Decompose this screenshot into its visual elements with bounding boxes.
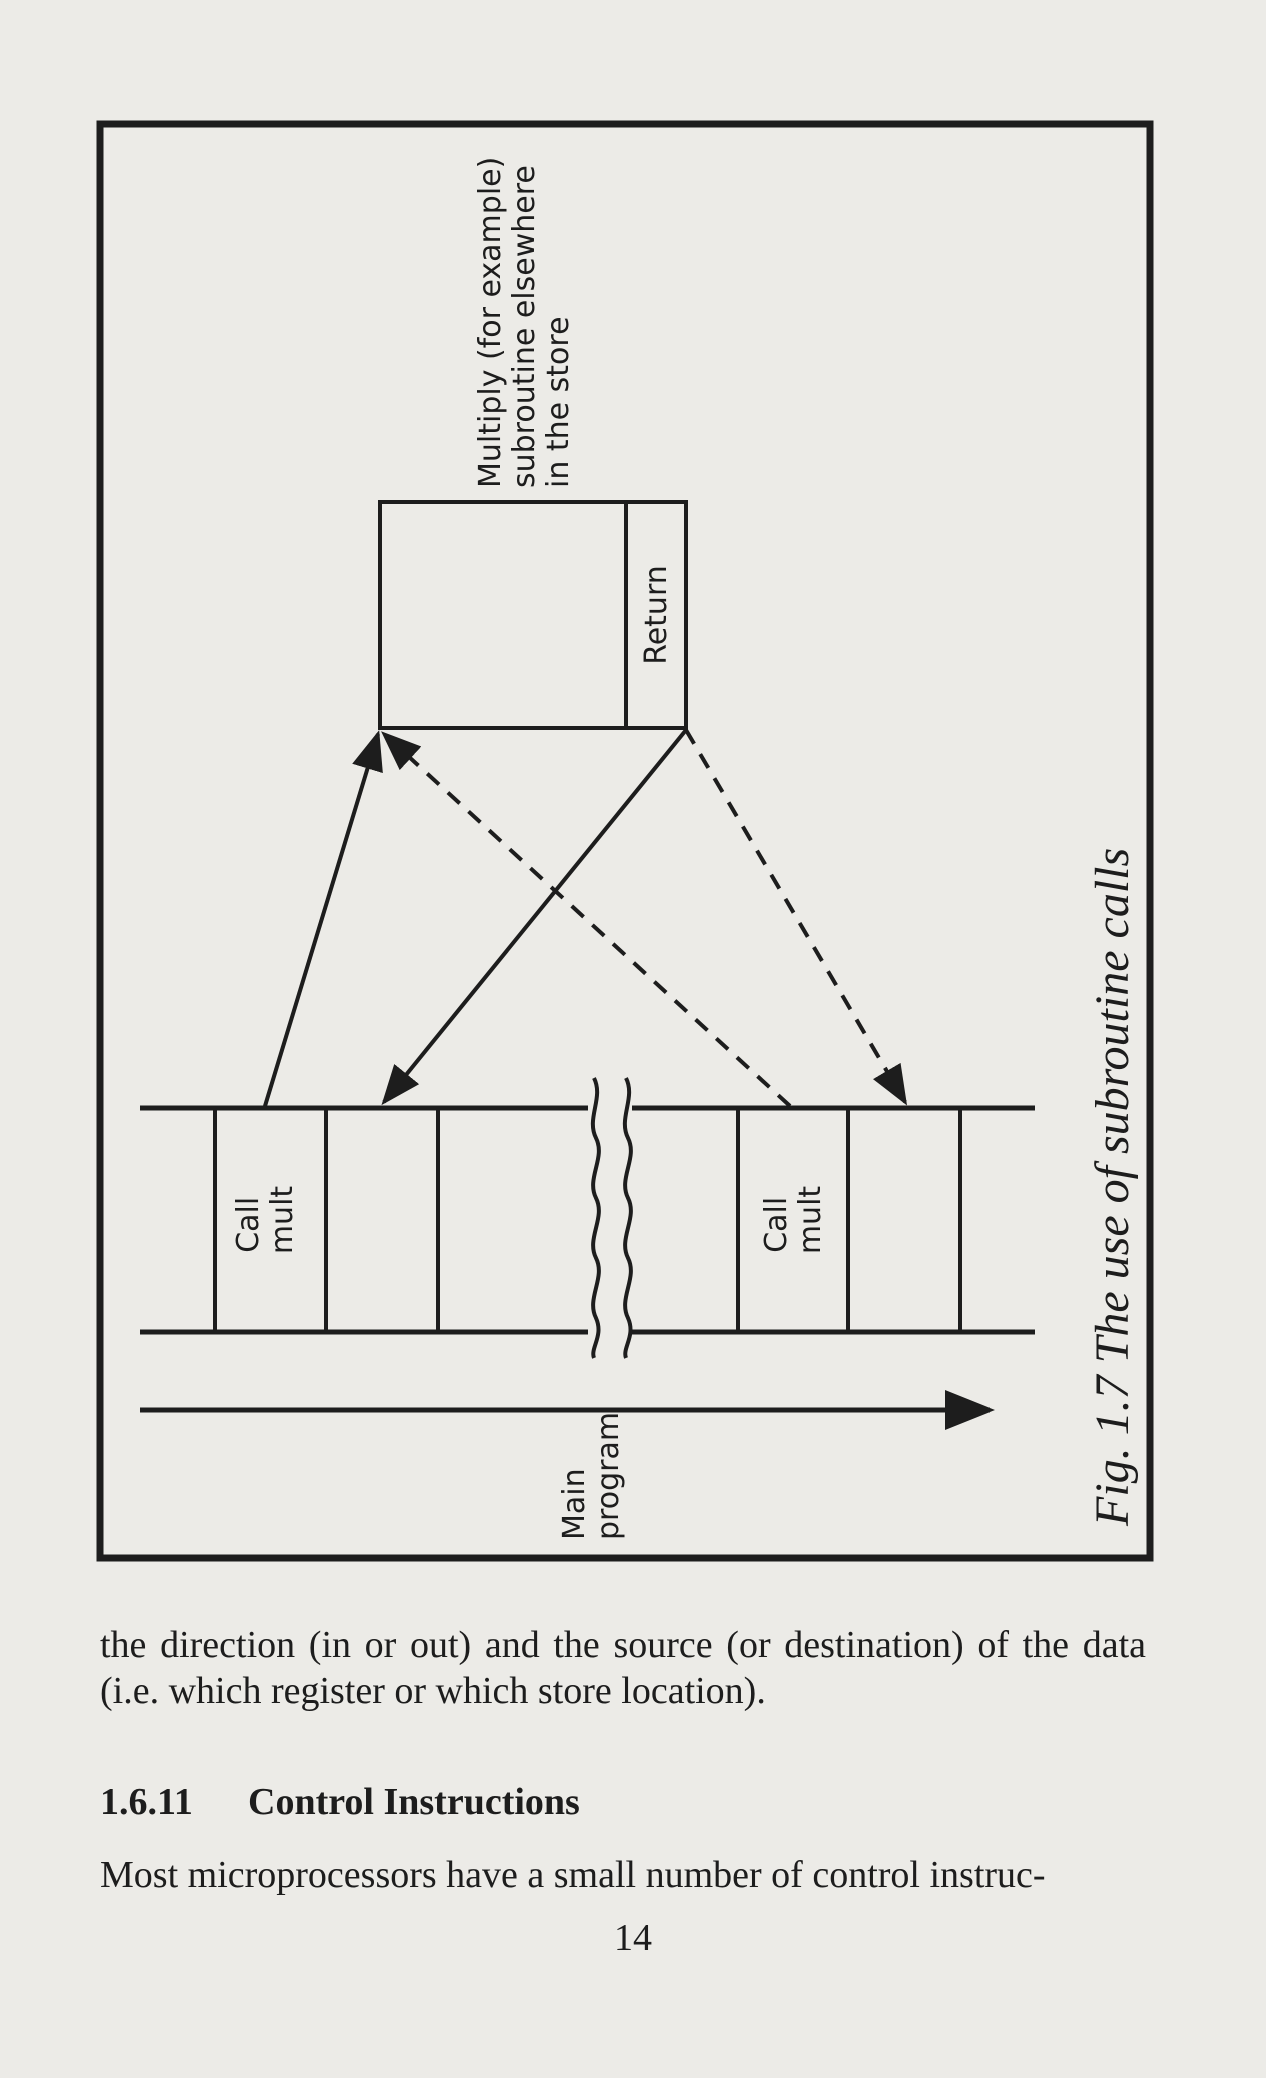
figure-caption: Fig. 1.7 The use of subroutine calls xyxy=(1086,847,1139,1526)
call-arrow-1 xyxy=(265,734,378,1106)
strip-break xyxy=(588,1078,632,1360)
return-label: Return xyxy=(639,565,674,665)
section-number: 1.6.11 xyxy=(100,1781,193,1823)
call-mult-label-2: Call mult xyxy=(759,1185,828,1255)
main-program-label: Main program xyxy=(557,1411,626,1540)
call-mult-label-1: Call mult xyxy=(231,1185,300,1255)
body-paragraph-1: the direction (in or out) and the source (or destination) of the data (i.e. which register or which store location). xyxy=(100,1624,1146,1712)
body-paragraph-2: Most microprocessors have a small number of control instruc- xyxy=(100,1854,1046,1896)
return-arrow-1 xyxy=(384,730,686,1102)
call-arrow-2 xyxy=(384,734,790,1106)
page-number: 14 xyxy=(614,1917,652,1959)
section-title: Control Instructions xyxy=(248,1781,580,1823)
section-heading xyxy=(100,1780,580,1824)
subroutine-label: Multiply (for example) subroutine elsewhere in the store xyxy=(473,156,576,488)
return-arrow-2 xyxy=(686,730,905,1102)
